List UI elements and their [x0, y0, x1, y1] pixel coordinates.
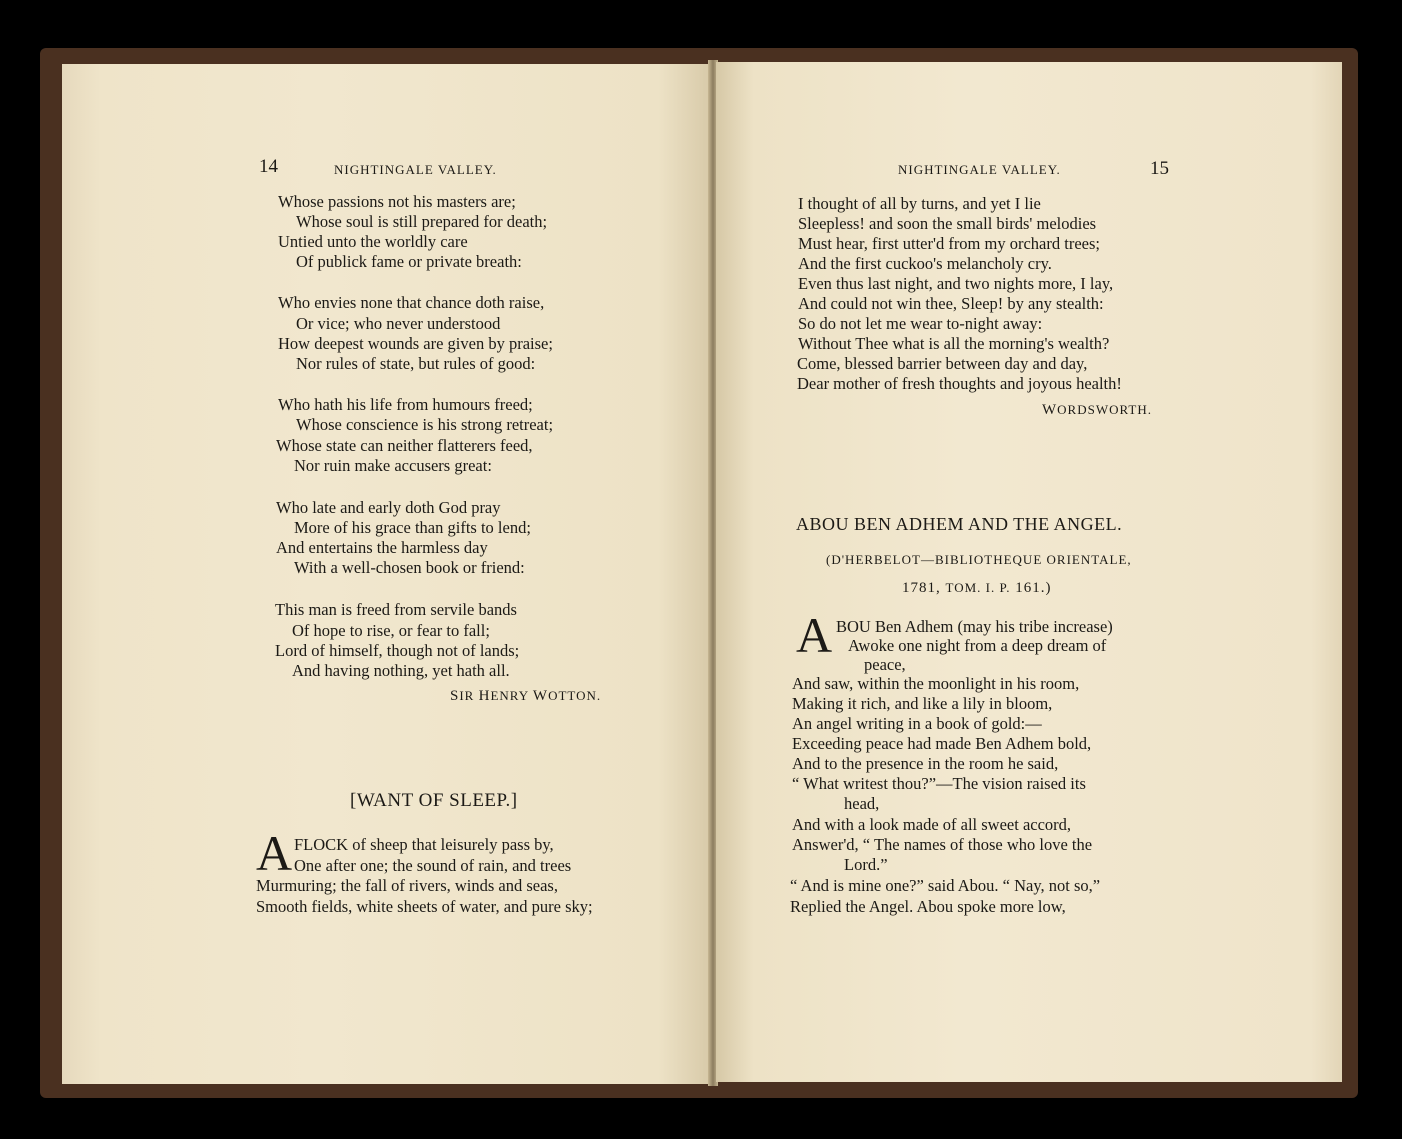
left-page — [62, 64, 710, 1084]
poem-line: Sleepless! and soon the small birds' melodies — [798, 214, 1097, 233]
section-line: peace, — [864, 655, 906, 674]
poem-line: Who late and early doth God pray — [276, 498, 501, 517]
right-page — [716, 62, 1342, 1082]
source-citation: (D'HERBELOT—BIBLIOTHEQUE ORIENTALE, — [826, 552, 1132, 567]
section-line: “ What writest thou?”—The vision raised its — [792, 774, 1086, 793]
poem-line: Whose passions not his masters are; — [278, 192, 516, 211]
poem-line: Of publick fame or private breath: — [296, 252, 522, 271]
poem-line: And could not win thee, Sleep! by any stealth: — [798, 294, 1104, 313]
running-head: NIGHTINGALE VALLEY. — [898, 162, 1061, 177]
section-line: And with a look made of all sweet accord, — [792, 815, 1072, 834]
poem-line: Untied unto the worldly care — [278, 232, 468, 251]
section-line: FLOCK of sheep that leisurely pass by, — [294, 835, 554, 854]
poem-line: Must hear, first utter'd from my orchard trees; — [798, 234, 1100, 253]
section-line: Smooth fields, white sheets of water, and pure sky; — [256, 897, 593, 916]
page-number: 14 — [259, 156, 278, 177]
poem-line: Without Thee what is all the morning's wealth? — [798, 334, 1110, 353]
page-number: 15 — [1150, 158, 1169, 179]
poem-line: With a well-chosen book or friend: — [294, 558, 525, 577]
section-line: Lord.” — [844, 855, 888, 874]
section-line: An angel writing in a book of gold:— — [792, 714, 1042, 733]
poem-line: How deepest wounds are given by praise; — [278, 334, 553, 353]
poem-line: Nor ruin make accusers great: — [294, 456, 492, 475]
section-line: head, — [844, 794, 880, 813]
poem-line: Who hath his life from humours freed; — [278, 395, 533, 414]
section-title: [WANT OF SLEEP.] — [350, 790, 518, 811]
poem-line: And having nothing, yet hath all. — [292, 661, 510, 680]
poem-line: Lord of himself, though not of lands; — [275, 641, 520, 660]
running-head: NIGHTINGALE VALLEY. — [334, 162, 497, 177]
poem-line: This man is freed from servile bands — [275, 600, 517, 619]
poem-line: Dear mother of fresh thoughts and joyous health! — [797, 374, 1122, 393]
poem-line: Whose state can neither flatterers feed, — [276, 436, 533, 455]
poem-line: Whose soul is still prepared for death; — [296, 212, 548, 231]
section-line: “ And is mine one?” said Abou. “ Nay, not so,” — [790, 876, 1101, 895]
poem-line: Or vice; who never understood — [296, 314, 501, 333]
poem-line: More of his grace than gifts to lend; — [294, 518, 531, 537]
poem-line: And entertains the harmless day — [276, 538, 488, 557]
poem-line: And the first cuckoo's melancholy cry. — [798, 254, 1052, 273]
source-citation-date: 1781, TOM. I. P. 161.) — [902, 580, 1052, 596]
section-line: And saw, within the moonlight in his room, — [792, 674, 1080, 693]
drop-cap: A — [796, 607, 833, 663]
poem-line: Of hope to rise, or fear to fall; — [292, 621, 490, 640]
poem-line: Nor rules of state, but rules of good: — [296, 354, 536, 373]
section-line: BOU Ben Adhem (may his tribe increase) — [836, 617, 1113, 636]
author-signature: SIR HENRY WOTTON. — [450, 688, 602, 704]
poem-line: So do not let me wear to-night away: — [798, 314, 1043, 333]
poem-line: Even thus last night, and two nights more, I lay, — [798, 274, 1114, 293]
section-line: Replied the Angel. Abou spoke more low, — [790, 897, 1066, 916]
author-signature: WORDSWORTH. — [1042, 402, 1152, 418]
section-line: One after one; the sound of rain, and trees — [294, 856, 572, 875]
section-line: Awoke one night from a deep dream of — [848, 636, 1107, 655]
poem-line: Come, blessed barrier between day and day, — [797, 354, 1088, 373]
section-title: ABOU BEN ADHEM AND THE ANGEL. — [796, 514, 1123, 534]
poem-line: Who envies none that chance doth raise, — [278, 293, 545, 312]
drop-cap: A — [256, 825, 293, 881]
section-line: Answer'd, “ The names of those who love the — [792, 835, 1093, 854]
section-line: Exceeding peace had made Ben Adhem bold, — [792, 734, 1092, 753]
section-line: Murmuring; the fall of rivers, winds and seas, — [256, 876, 558, 895]
section-line: Making it rich, and like a lily in bloom, — [792, 694, 1053, 713]
poem-line: I thought of all by turns, and yet I lie — [798, 194, 1041, 213]
section-line: And to the presence in the room he said, — [792, 754, 1059, 773]
poem-line: Whose conscience is his strong retreat; — [296, 415, 554, 434]
